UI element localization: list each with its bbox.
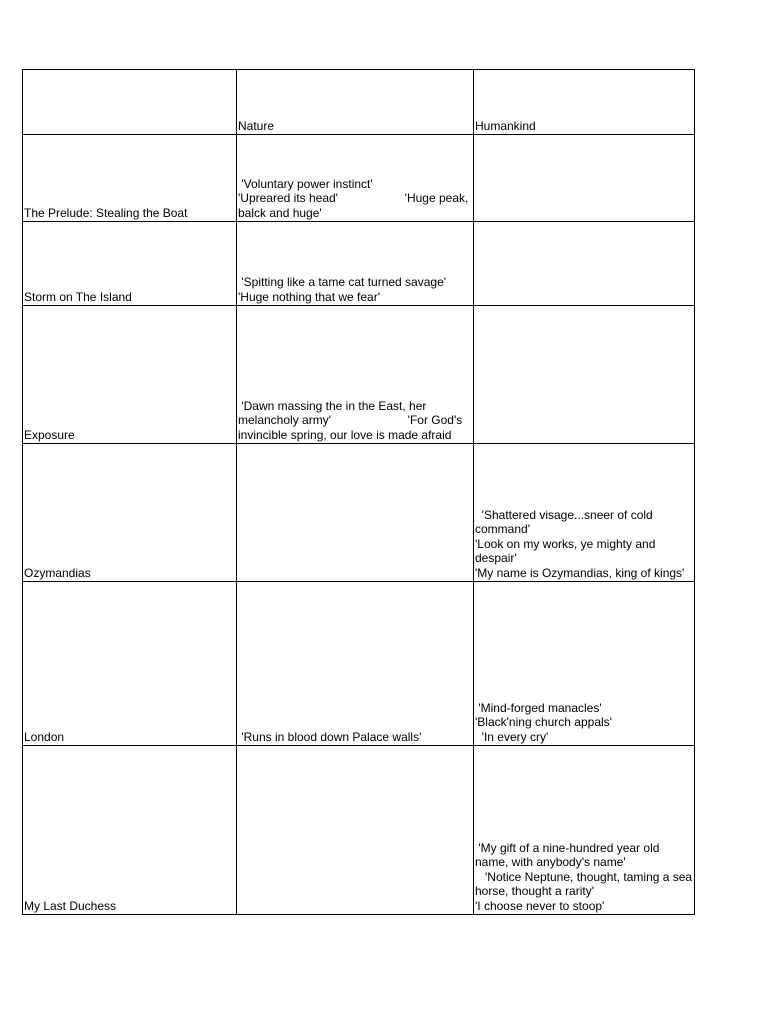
header-nature-cell[interactable]: Nature: [237, 70, 474, 135]
header-poem-cell[interactable]: [23, 70, 237, 135]
nature-cell[interactable]: 'Dawn massing the in the East, her melancholy army' 'For God's invincible spring, our love is made afraid: [237, 306, 474, 444]
table-row: [23, 582, 695, 746]
poem-cell[interactable]: Ozymandias: [23, 444, 237, 582]
nature-cell[interactable]: 'Runs in blood down Palace walls': [237, 582, 474, 746]
nature-cell[interactable]: 'Voluntary power instinct' 'Upreared its head' 'Huge peak, balck and huge': [237, 135, 474, 222]
humankind-cell[interactable]: 'My gift of a nine-hundred year old name, with anybody's name' 'Notice Neptune, thought, taming a sea horse, thought a rarity' 'I choose never to stoop': [474, 746, 695, 915]
nature-cell[interactable]: 'Spitting like a tame cat turned savage' 'Huge nothing that we fear': [237, 222, 474, 306]
poem-cell[interactable]: Exposure: [23, 306, 237, 444]
table-row: [23, 444, 695, 582]
table-row: [23, 746, 695, 915]
humankind-cell[interactable]: 'Shattered visage...sneer of cold command' 'Look on my works, ye mighty and despair' 'My name is Ozymandias, king of kings': [474, 444, 695, 582]
header-humankind-cell[interactable]: Humankind: [474, 70, 695, 135]
humankind-cell[interactable]: [474, 135, 695, 222]
comparison-table: [22, 69, 695, 915]
poem-cell[interactable]: London: [23, 582, 237, 746]
humankind-cell[interactable]: [474, 222, 695, 306]
humankind-cell[interactable]: [474, 306, 695, 444]
humankind-cell[interactable]: 'Mind-forged manacles' 'Black'ning church appals' 'In every cry': [474, 582, 695, 746]
table-row: [23, 222, 695, 306]
nature-cell[interactable]: [237, 444, 474, 582]
poem-cell[interactable]: Storm on The Island: [23, 222, 237, 306]
poem-cell[interactable]: The Prelude: Stealing the Boat: [23, 135, 237, 222]
poem-cell[interactable]: My Last Duchess: [23, 746, 237, 915]
table-row: [23, 306, 695, 444]
nature-cell[interactable]: [237, 746, 474, 915]
header-row: [23, 70, 695, 135]
table-row: [23, 135, 695, 222]
